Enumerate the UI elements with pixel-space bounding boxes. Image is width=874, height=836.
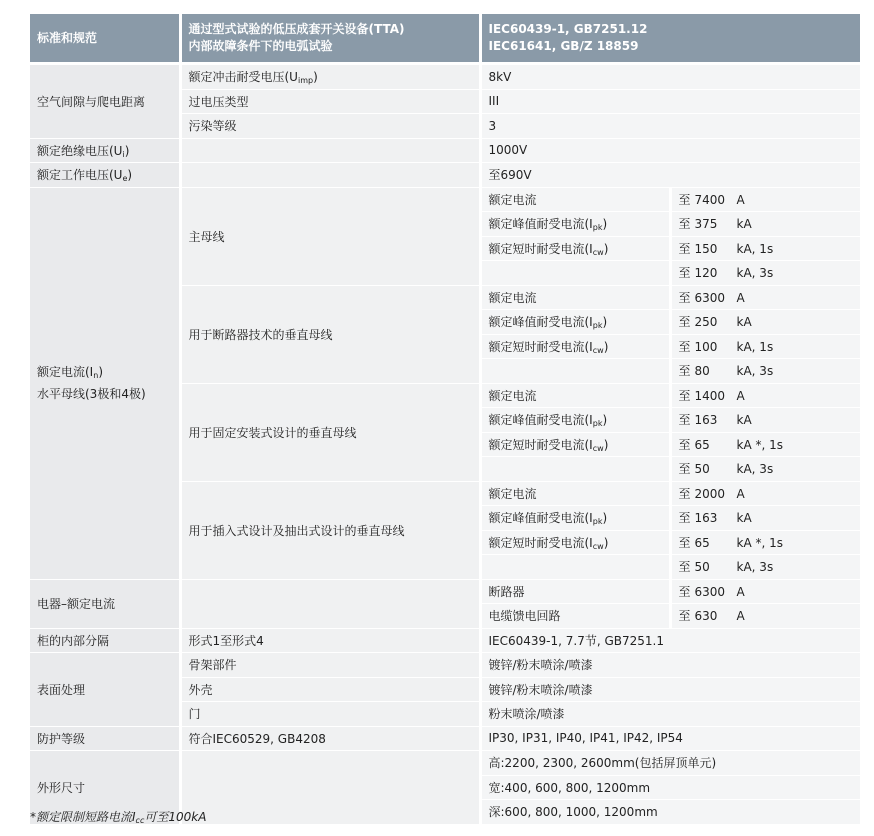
overvoltage-category-label: 过电压类型	[180, 89, 480, 114]
table-row	[30, 726, 860, 751]
separation-value: IEC60439-1, 7.7节, GB7251.1	[480, 628, 860, 653]
param-cell: 额定电流	[480, 285, 670, 310]
table-row	[30, 64, 860, 90]
devices-label: 电器–额定电流	[30, 579, 180, 628]
header-test-line2: 内部故障条件下的电弧试验	[188, 39, 333, 53]
value-cell: 至 250 kA	[670, 310, 860, 335]
table-row	[30, 138, 860, 163]
value-cell: 至 1400 A	[670, 383, 860, 408]
param-cell: 额定电流	[480, 481, 670, 506]
protection-standard: 符合IEC60529, GB4208	[180, 726, 480, 751]
impulse-voltage-value: 8kV	[480, 64, 860, 90]
value-cell: 至 630 A	[670, 604, 860, 629]
operating-voltage-value: 至690V	[480, 163, 860, 188]
value-cell: 至 6300 A	[670, 579, 860, 604]
value-cell: 至 65 kA *, 1s	[670, 432, 860, 457]
header-norms-line1: IEC60439-1, GB7251.12	[488, 22, 648, 36]
value-cell: 至 375 kA	[670, 212, 860, 237]
dimension-width: 宽:400, 600, 800, 1200mm	[480, 775, 860, 800]
param-cell: 额定峰值耐受电流$(I_{pk})$	[480, 408, 670, 433]
device-cable-feeder: 电缆馈电回路	[480, 604, 670, 629]
table-row	[30, 187, 860, 212]
surface-value: 粉末喷涂/喷漆	[480, 702, 860, 727]
header-test-desc	[180, 14, 480, 64]
param-cell: 额定短时耐受电流$(I_{cw})$	[480, 334, 670, 359]
table-row	[30, 579, 860, 604]
section-main-busbar: 主母线	[180, 187, 480, 285]
header-test-line1: 通过型式试验的低压成套开关设备(TTA)	[188, 22, 405, 36]
value-cell: 至 163 kA	[670, 408, 860, 433]
pollution-degree-value: 3	[480, 114, 860, 139]
footnote: *额定限制短路电流$I_{cc}$可至100kA	[30, 810, 207, 825]
value-cell: 至 6300 A	[670, 285, 860, 310]
section-vertical-busbar-cb: 用于断路器技术的垂直母线	[180, 285, 480, 383]
insulation-voltage-label: 额定绝缘电压$(U_i)$	[30, 138, 180, 163]
param-cell: 额定电流	[480, 383, 670, 408]
value-cell: 至 100 kA, 1s	[670, 334, 860, 359]
pollution-degree-label: 污染等级	[180, 114, 480, 139]
insulation-voltage-value: 1000V	[480, 138, 860, 163]
surface-value: 镀锌/粉末喷涂/喷漆	[480, 677, 860, 702]
value-cell: 至 50 kA, 3s	[670, 457, 860, 482]
header-norms	[480, 14, 860, 64]
param-cell: 额定峰值耐受电流$(I_{pk})$	[480, 212, 670, 237]
param-cell: 额定峰值耐受电流$(I_{pk})$	[480, 310, 670, 335]
param-cell: 额定短时耐受电流$(I_{cw})$	[480, 530, 670, 555]
header-norms-line2: IEC61641, GB/Z 18859	[488, 39, 639, 53]
param-cell: 额定峰值耐受电流$(I_{pk})$	[480, 506, 670, 531]
rated-current-label: 额定电流$(I_n)$ 水平母线(3极和4极)	[30, 187, 180, 579]
param-cell	[480, 261, 670, 286]
value-cell: 至 120 kA, 3s	[670, 261, 860, 286]
separation-label: 柜的内部分隔	[30, 628, 180, 653]
value-cell: 至 50 kA, 3s	[670, 555, 860, 580]
surface-part: 外壳	[180, 677, 480, 702]
value-cell: 至 7400 A	[670, 187, 860, 212]
param-cell	[480, 457, 670, 482]
section-vertical-busbar-plugin: 用于插入式设计及抽出式设计的垂直母线	[180, 481, 480, 579]
param-cell: 额定电流	[480, 187, 670, 212]
param-cell	[480, 359, 670, 384]
param-cell: 额定短时耐受电流$(I_{cw})$	[480, 432, 670, 457]
protection-label: 防护等级	[30, 726, 180, 751]
value-cell: 至 2000 A	[670, 481, 860, 506]
dimension-height: 高:2200, 2300, 2600mm(包括屏顶单元)	[480, 751, 860, 776]
protection-value: IP30, IP31, IP40, IP41, IP42, IP54	[480, 726, 860, 751]
value-cell: 至 150 kA, 1s	[670, 236, 860, 261]
surface-value: 镀锌/粉末喷涂/喷漆	[480, 653, 860, 678]
dimension-depth: 深:600, 800, 1000, 1200mm	[480, 800, 860, 825]
clearance-label: 空气间隙与爬电距离	[30, 64, 180, 139]
overvoltage-category-value: III	[480, 89, 860, 114]
device-circuit-breaker: 断路器	[480, 579, 670, 604]
table-row	[30, 628, 860, 653]
value-cell: 至 65 kA *, 1s	[670, 530, 860, 555]
surface-part: 门	[180, 702, 480, 727]
separation-forms: 形式1至形式4	[180, 628, 480, 653]
table-row	[30, 751, 860, 776]
value-cell: 至 163 kA	[670, 506, 860, 531]
param-cell: 额定短时耐受电流$(I_{cw})$	[480, 236, 670, 261]
table-row	[30, 163, 860, 188]
table-row	[30, 653, 860, 678]
param-cell	[480, 555, 670, 580]
header-standards: 标准和规范	[30, 14, 180, 64]
section-vertical-busbar-fixed: 用于固定安装式设计的垂直母线	[180, 383, 480, 481]
value-cell: 至 80 kA, 3s	[670, 359, 860, 384]
impulse-voltage-label: 额定冲击耐受电压$(U_{imp})$	[180, 64, 480, 90]
spec-table	[30, 14, 860, 825]
surface-part: 骨架部件	[180, 653, 480, 678]
dimensions-label: 外形尺寸	[30, 751, 180, 825]
header-row	[30, 14, 860, 64]
operating-voltage-label: 额定工作电压$(U_e)$	[30, 163, 180, 188]
surface-label: 表面处理	[30, 653, 180, 727]
